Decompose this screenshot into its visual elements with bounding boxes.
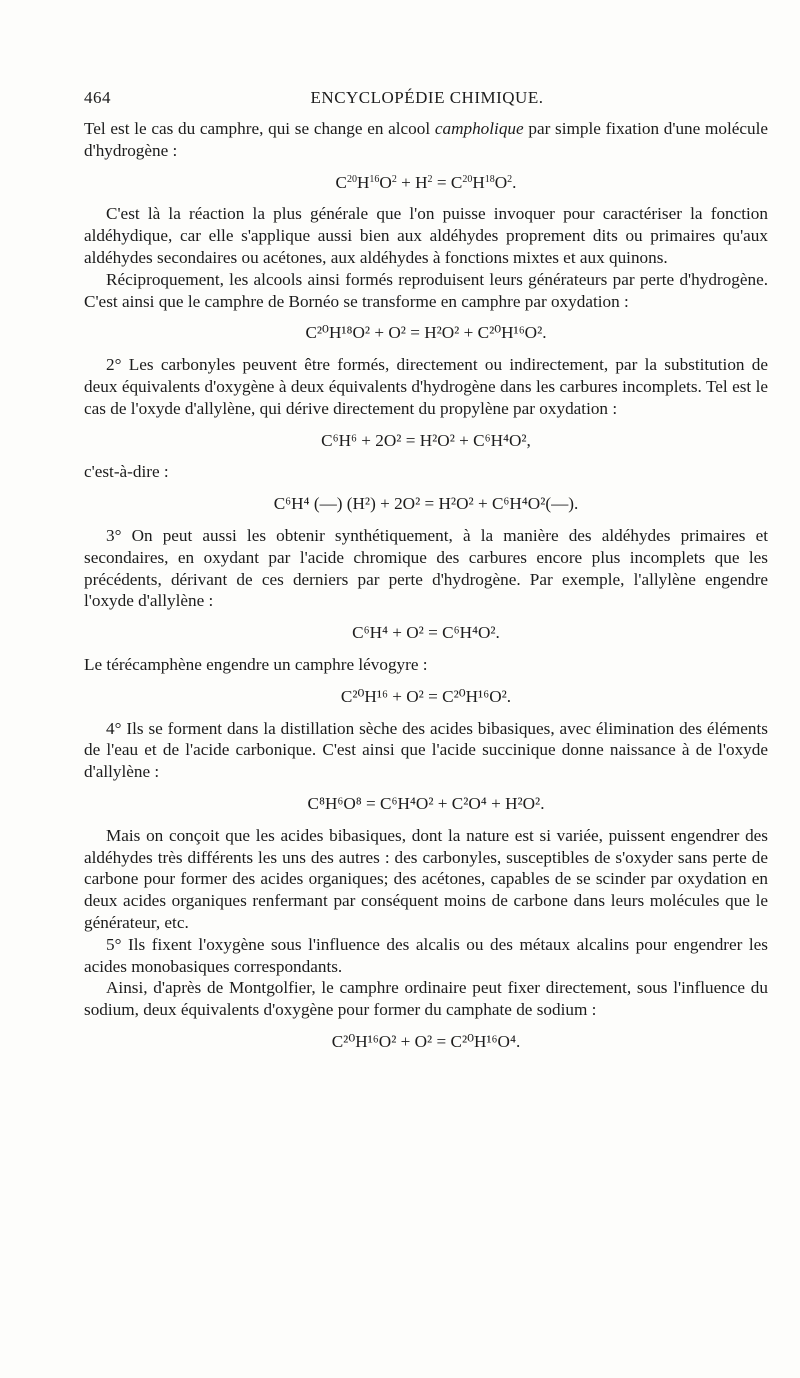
eq-sup: 18 — [484, 173, 495, 185]
paragraph-oxygen-fixation: 5° Ils fixent l'oxygène sous l'influence des alcalis ou des métaux alcalins pour engendrer les acides monobasiques correspondants. — [84, 934, 768, 976]
equation-4: C⁶H⁴ (—) (H²) + 2O² = H²O² + C⁶H⁴O²(—). — [273, 494, 579, 514]
paragraph-text: par simple fixation d'une molécule d'hydrogène : — [84, 119, 768, 160]
eq-part: O — [494, 172, 508, 192]
eq-sup: 2 — [427, 173, 433, 185]
paragraph-dry-distillation: 4° Ils se forment dans la distillation sèche des acides bibasiques, avec élimination des éléments de l'eau et de l'acide carbonique. C'est ainsi que l'acide succinique donne naissance à de l'oxyde d'allylène : — [84, 718, 768, 782]
paragraph-carbonyls-substitution: 2° Les carbonyles peuvent être formés, directement ou indirectement, par la substitution de deux équivalents d'oxygène à deux équivalents d'hydrogène dans les carbures incomplets. Tel est le cas de l'oxyde d'allylène, qui dérive directement du propylène par oxydation : — [84, 355, 768, 418]
eq-sup: 20 — [347, 173, 357, 185]
paragraph-montgolfier: Ainsi, d'après de Montgolfier, le camphre ordinaire peut fixer directement, sous l'influence du sodium, deux équivalents d'oxygène pour former du camphate de sodium : — [84, 978, 768, 1020]
paragraph-that-is: c'est-à-dire : — [84, 462, 169, 482]
page-number: 464 — [84, 88, 111, 107]
paragraph-text: Tel est le cas du camphre, qui se change en alcool — [84, 119, 435, 138]
eq-part: . — [512, 172, 517, 192]
eq-sup: 20 — [462, 173, 473, 185]
eq-sup: 2 — [507, 173, 513, 185]
equation-2: C²⁰H¹⁸O² + O² = H²O² + C²⁰H¹⁶O². — [305, 323, 547, 343]
body-text — [84, 118, 768, 1063]
eq-sup: 2 — [391, 173, 397, 185]
equation-1 — [84, 172, 768, 194]
italic-term: campholique — [434, 119, 524, 138]
running-head: ENCYCLOPÉDIE CHIMIQUE. — [310, 88, 544, 107]
page-header — [84, 88, 770, 114]
equation-7: C⁸H⁶O⁸ = C⁶H⁴O² + C²O⁴ + H²O². — [307, 793, 545, 813]
paragraph-general-reaction: C'est là la réaction la plus générale que l'on puisse invoquer pour caractériser la fonction aldéhydique, car elle s'applique aussi bien aux aldéhydes proprement dits ou primaires qu'aux aldéhydes secondaires ou acétones, aux aldéhydes à fonctions mixtes et aux quinons. — [84, 204, 768, 267]
equation-5: C⁶H⁴ + O² = C⁶H⁴O². — [352, 623, 500, 643]
equation-8: C²⁰H¹⁶O² + O² = C²⁰H¹⁶O⁴. — [331, 1031, 521, 1051]
paragraph-synthetic: 3° On peut aussi les obtenir synthétiquement, à la manière des aldéhydes primaires et secondaires, en oxydant par l'acide chromique des carbures encore plus incomplets que les précédents, dérivant de ces derniers par perte d'hydrogène. Par exemple, l'allylène engendre l'oxyde d'allylène : — [84, 525, 768, 611]
eq-sup: 16 — [369, 173, 380, 185]
eq-part: H — [357, 172, 370, 192]
paragraph-camphor-reduction — [84, 118, 768, 162]
eq-part: O — [379, 172, 392, 192]
eq-part: H — [472, 172, 485, 192]
eq-part: + H — [396, 172, 428, 192]
paragraph-bibasic-acids: Mais on conçoit que les acides bibasiques, dont la nature est si variée, puissent engendrer des aldéhydes très différents les uns des autres : des carbonyles, susceptibles de s'oxyder sans perte de carbone pour former des acides organiques; des acétones, capables de se scinder par oxydation en deux acides organiques renfermant par conséquent moins de carbone dans leurs molécules que le générateur, etc. — [84, 825, 768, 932]
equation-6: C²⁰H¹⁶ + O² = C²⁰H¹⁶O². — [340, 686, 512, 706]
paragraph-terecamphene: Le térécamphène engendre un camphre lévogyre : — [84, 654, 428, 674]
equation-3: C⁶H⁶ + 2O² = H²O² + C⁶H⁴O², — [321, 430, 531, 450]
paragraph-reciprocal: Réciproquement, les alcools ainsi formés reproduisent leurs générateurs par perte d'hydrogène. C'est ainsi que le camphre de Bornéo se transforme en camphre par oxydation : — [84, 269, 768, 311]
eq-part: = C — [432, 172, 463, 192]
eq-part: C — [335, 172, 347, 192]
